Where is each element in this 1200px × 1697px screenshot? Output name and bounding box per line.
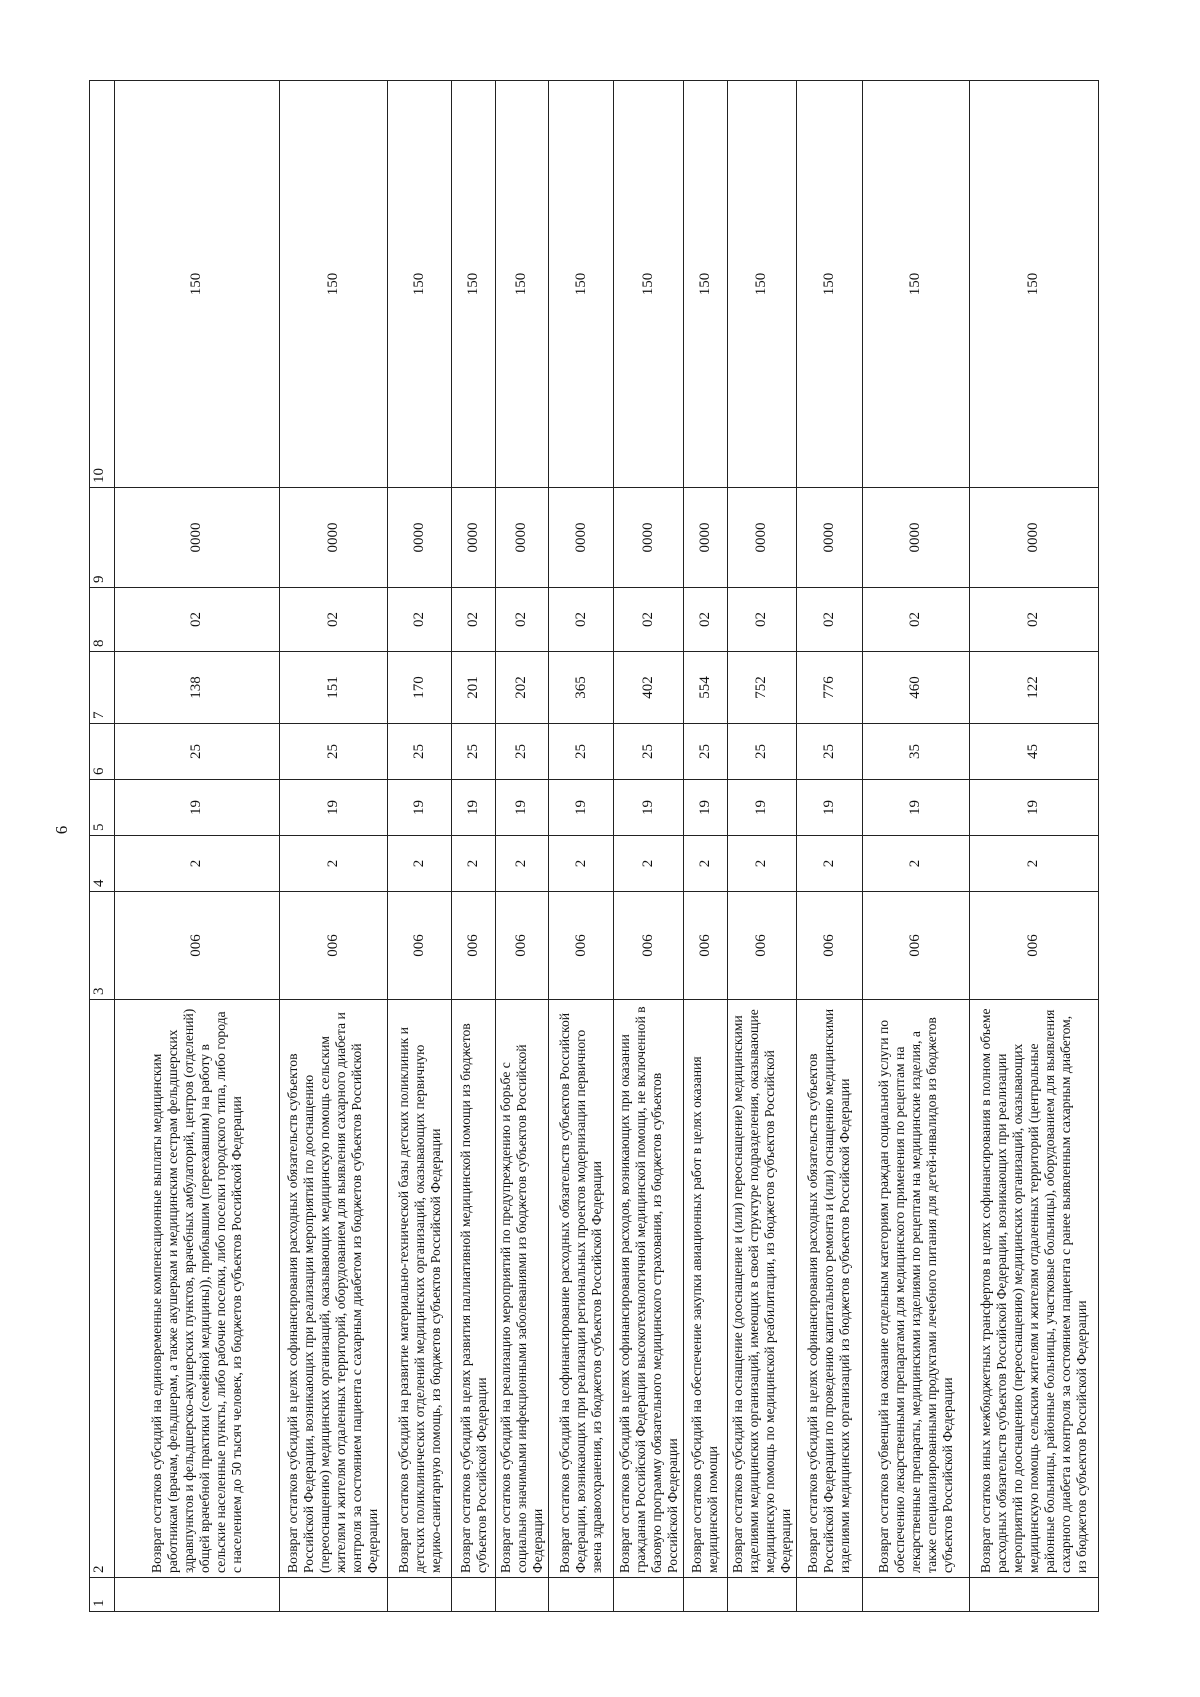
row-cell-col-7: 138 xyxy=(115,652,280,724)
rotated-table-container xyxy=(89,81,1099,1612)
row-description: Возврат остатков субсидий на обеспечение закупки авиационных работ в целях оказания медицинской помощи xyxy=(683,1000,727,1578)
row-cell-col-10: 150 xyxy=(862,81,969,488)
row-cell-col-1 xyxy=(969,1578,1098,1612)
header-row xyxy=(90,81,115,1612)
row-cell-col-10: 150 xyxy=(727,81,796,488)
row-cell-col-3: 006 xyxy=(727,892,796,1000)
row-cell-col-1 xyxy=(115,1578,280,1612)
table-row xyxy=(683,81,727,1612)
row-cell-col-4: 2 xyxy=(496,836,549,892)
row-cell-col-5: 19 xyxy=(387,780,452,836)
row-cell-col-1 xyxy=(496,1578,549,1612)
row-cell-col-5: 19 xyxy=(727,780,796,836)
row-cell-col-8: 02 xyxy=(548,588,614,652)
row-cell-col-7: 460 xyxy=(862,652,969,724)
row-cell-col-9: 0000 xyxy=(614,488,683,588)
row-cell-col-3: 006 xyxy=(862,892,969,1000)
row-cell-col-4: 2 xyxy=(452,836,496,892)
row-cell-col-5: 19 xyxy=(969,780,1098,836)
row-cell-col-7: 122 xyxy=(969,652,1098,724)
table-row xyxy=(614,81,683,1612)
row-cell-col-5: 19 xyxy=(548,780,614,836)
table-row xyxy=(969,81,1098,1612)
row-description: Возврат остатков субсидий на единовременные компенсационные выплаты медицинским работникам (врачам, фельдшерам, а также акушеркам и медицинским сестрам фельдшерских здравпунктов и фельдшерско-акушерских пунктов, врачебных амбулаторий, центров (отделений) общей врачебной практики (семейной медицины)), прибывшим (переехавшим) на работу в сельские населенные пункты, либо рабочие поселки, либо поселки городского типа, либо города с населением до 50 тысяч человек, из бюджетов субъектов Российской Федерации xyxy=(115,1000,280,1578)
row-cell-col-7: 170 xyxy=(387,652,452,724)
row-cell-col-8: 02 xyxy=(796,588,862,652)
column-header-6: 6 xyxy=(90,724,115,780)
row-cell-col-4: 2 xyxy=(548,836,614,892)
row-cell-col-9: 0000 xyxy=(862,488,969,588)
row-description: Возврат остатков субсидий в целях софинансирования расходных обязательств субъектов Российской Федерации, возникающих при реализации мероприятий по дооснащению (переоснащению) медицинских организаций, оказывающих медицинскую помощь сельским жителям и жителям отдаленных территорий, оборудованием для выявления сахарного диабета и контроля за состоянием пациента с сахарным диабетом из бюджетов субъектов Российской Федерации xyxy=(279,1000,387,1578)
row-cell-col-7: 365 xyxy=(548,652,614,724)
row-cell-col-8: 02 xyxy=(862,588,969,652)
row-cell-col-3: 006 xyxy=(496,892,549,1000)
table-row xyxy=(862,81,969,1612)
table-row xyxy=(115,81,280,1612)
row-cell-col-4: 2 xyxy=(969,836,1098,892)
row-cell-col-9: 0000 xyxy=(279,488,387,588)
row-cell-col-4: 2 xyxy=(683,836,727,892)
row-cell-col-10: 150 xyxy=(387,81,452,488)
row-cell-col-6: 25 xyxy=(614,724,683,780)
row-cell-col-7: 201 xyxy=(452,652,496,724)
row-cell-col-6: 25 xyxy=(496,724,549,780)
row-cell-col-10: 150 xyxy=(683,81,727,488)
row-cell-col-10: 150 xyxy=(115,81,280,488)
table-row xyxy=(727,81,796,1612)
row-cell-col-8: 02 xyxy=(727,588,796,652)
row-cell-col-8: 02 xyxy=(452,588,496,652)
column-header-10: 10 xyxy=(90,81,115,488)
row-cell-col-6: 25 xyxy=(727,724,796,780)
column-header-2: 2 xyxy=(90,1000,115,1578)
column-header-7: 7 xyxy=(90,652,115,724)
row-cell-col-4: 2 xyxy=(727,836,796,892)
table-row xyxy=(387,81,452,1612)
row-cell-col-4: 2 xyxy=(387,836,452,892)
row-cell-col-6: 25 xyxy=(452,724,496,780)
row-cell-col-10: 150 xyxy=(548,81,614,488)
row-cell-col-8: 02 xyxy=(614,588,683,652)
row-cell-col-9: 0000 xyxy=(727,488,796,588)
row-cell-col-3: 006 xyxy=(387,892,452,1000)
row-cell-col-6: 35 xyxy=(862,724,969,780)
row-cell-col-5: 19 xyxy=(279,780,387,836)
row-cell-col-6: 25 xyxy=(796,724,862,780)
codes-table xyxy=(89,80,1099,1612)
row-cell-col-4: 2 xyxy=(862,836,969,892)
row-description: Возврат остатков субсидий на развитие материально-технической базы детских поликлиник и детских поликлинических отделений медицинских организаций, оказывающих первичную медико-санитарную помощь, из бюджетов субъектов Российской Федерации xyxy=(387,1000,452,1578)
row-description: Возврат остатков субсидий в целях развития паллиативной медицинской помощи из бюджетов субъектов Российской Федерации xyxy=(452,1000,496,1578)
row-cell-col-5: 19 xyxy=(683,780,727,836)
row-cell-col-5: 19 xyxy=(862,780,969,836)
table-row xyxy=(452,81,496,1612)
row-cell-col-3: 006 xyxy=(614,892,683,1000)
row-cell-col-8: 02 xyxy=(496,588,549,652)
row-cell-col-1 xyxy=(683,1578,727,1612)
row-cell-col-6: 25 xyxy=(387,724,452,780)
row-cell-col-5: 19 xyxy=(496,780,549,836)
page-number: 6 xyxy=(52,825,71,835)
row-cell-col-3: 006 xyxy=(279,892,387,1000)
table-body xyxy=(115,81,1099,1612)
row-cell-col-9: 0000 xyxy=(387,488,452,588)
column-header-3: 3 xyxy=(90,892,115,1000)
row-cell-col-10: 150 xyxy=(496,81,549,488)
row-cell-col-5: 19 xyxy=(614,780,683,836)
row-cell-col-1 xyxy=(862,1578,969,1612)
row-cell-col-10: 150 xyxy=(969,81,1098,488)
row-cell-col-9: 0000 xyxy=(496,488,549,588)
row-cell-col-1 xyxy=(614,1578,683,1612)
column-header-9: 9 xyxy=(90,488,115,588)
column-header-5: 5 xyxy=(90,780,115,836)
column-header-1: 1 xyxy=(90,1578,115,1612)
row-cell-col-7: 402 xyxy=(614,652,683,724)
row-cell-col-8: 02 xyxy=(387,588,452,652)
row-cell-col-1 xyxy=(452,1578,496,1612)
row-cell-col-9: 0000 xyxy=(548,488,614,588)
row-cell-col-9: 0000 xyxy=(452,488,496,588)
row-cell-col-3: 006 xyxy=(548,892,614,1000)
row-cell-col-6: 25 xyxy=(279,724,387,780)
row-cell-col-1 xyxy=(548,1578,614,1612)
row-cell-col-8: 02 xyxy=(115,588,280,652)
row-cell-col-1 xyxy=(796,1578,862,1612)
row-cell-col-4: 2 xyxy=(115,836,280,892)
row-cell-col-10: 150 xyxy=(796,81,862,488)
row-description: Возврат остатков субсидий на оснащение (дооснащение и (или) переоснащение) медицинскими изделиями медицинских организаций, имеющих в своей структуре подразделения, оказывающие медицинскую помощь по медицинской реабилитации, из бюджетов субъектов Российской Федерации xyxy=(727,1000,796,1578)
column-header-8: 8 xyxy=(90,588,115,652)
row-cell-col-4: 2 xyxy=(796,836,862,892)
row-description: Возврат остатков субвенций на оказание отдельным категориям граждан социальной услуги по обеспечению лекарственными препаратами для медицинского применения по рецептам на лекарственные препараты, медицинскими изделиями по рецептам на медицинские изделия, а также специализированными продуктами лечебного питания для детей-инвалидов из бюджетов субъектов Российской Федерации xyxy=(862,1000,969,1578)
row-cell-col-6: 25 xyxy=(115,724,280,780)
table-row xyxy=(279,81,387,1612)
row-cell-col-1 xyxy=(279,1578,387,1612)
row-description: Возврат остатков иных межбюджетных трансфертов в целях софинансирования в полном объеме расходных обязательств субъектов Российской Федерации, возникающих при реализации мероприятий по дооснащению (переоснащению) медицинских организаций, оказывающих медицинскую помощь сельским жителям и жителям отдаленных территорий (центральные районные больницы, районные больницы, участковые больницы), оборудованием для выявления сахарного диабета и контроля за состоянием пациента с ранее выявленным сахарным диабетом, из бюджетов субъектов Российской Федерации xyxy=(969,1000,1098,1578)
column-header-4: 4 xyxy=(90,836,115,892)
row-cell-col-7: 776 xyxy=(796,652,862,724)
row-cell-col-5: 19 xyxy=(796,780,862,836)
table-row xyxy=(796,81,862,1612)
row-cell-col-3: 006 xyxy=(683,892,727,1000)
row-cell-col-4: 2 xyxy=(279,836,387,892)
row-cell-col-1 xyxy=(387,1578,452,1612)
row-cell-col-5: 19 xyxy=(452,780,496,836)
row-cell-col-10: 150 xyxy=(614,81,683,488)
row-cell-col-1 xyxy=(727,1578,796,1612)
row-cell-col-4: 2 xyxy=(614,836,683,892)
row-cell-col-8: 02 xyxy=(279,588,387,652)
row-description: Возврат остатков субсидий на реализацию мероприятий по предупреждению и борьбе с социально значимыми инфекционными заболеваниями из бюджетов субъектов Российской Федерации xyxy=(496,1000,549,1578)
row-cell-col-7: 151 xyxy=(279,652,387,724)
row-cell-col-7: 202 xyxy=(496,652,549,724)
row-description: Возврат остатков субсидий в целях софинансирования расходных обязательств субъектов Российской Федерации по проведению капитального ремонта и (или) оснащению медицинскими изделиями медицинских организаций из бюджетов субъектов Российской Федерации xyxy=(796,1000,862,1578)
row-cell-col-6: 25 xyxy=(683,724,727,780)
row-cell-col-9: 0000 xyxy=(796,488,862,588)
row-cell-col-5: 19 xyxy=(115,780,280,836)
row-cell-col-10: 150 xyxy=(452,81,496,488)
row-cell-col-6: 25 xyxy=(548,724,614,780)
table-row xyxy=(548,81,614,1612)
row-cell-col-10: 150 xyxy=(279,81,387,488)
row-cell-col-3: 006 xyxy=(796,892,862,1000)
row-description: Возврат остатков субсидий на софинансирование расходных обязательств субъектов Российской Федерации, возникающих при реализации региональных проектов модернизации первичного звена здравоохранения, из бюджетов субъектов Российской Федерации xyxy=(548,1000,614,1578)
row-cell-col-3: 006 xyxy=(969,892,1098,1000)
table-row xyxy=(496,81,549,1612)
row-cell-col-9: 0000 xyxy=(683,488,727,588)
row-cell-col-8: 02 xyxy=(969,588,1098,652)
row-cell-col-6: 45 xyxy=(969,724,1098,780)
row-description: Возврат остатков субсидий в целях софинансирования расходов, возникающих при оказании гражданам Российской Федерации высокотехнологичной медицинской помощи, не включенной в базовую программу обязательного медицинского страхования, из бюджетов субъектов Российской Федерации xyxy=(614,1000,683,1578)
row-cell-col-7: 554 xyxy=(683,652,727,724)
row-cell-col-3: 006 xyxy=(452,892,496,1000)
row-cell-col-8: 02 xyxy=(683,588,727,652)
row-cell-col-9: 0000 xyxy=(115,488,280,588)
row-cell-col-9: 0000 xyxy=(969,488,1098,588)
row-cell-col-7: 752 xyxy=(727,652,796,724)
row-cell-col-3: 006 xyxy=(115,892,280,1000)
